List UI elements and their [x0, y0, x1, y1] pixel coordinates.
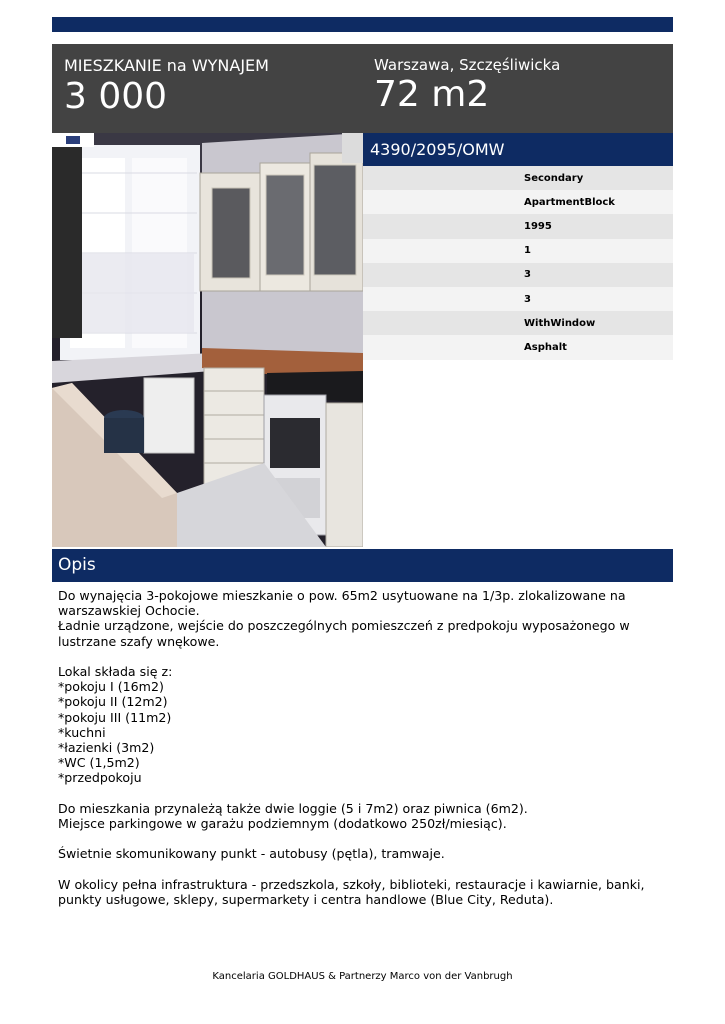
attribute-row: 3	[363, 287, 673, 311]
description-line: Do wynajęcia 3-pokojowe mieszkanie o pow. 65m2 usytuowane na 1/3p. zlokalizowane na warszawskiej Ochocie.	[58, 588, 626, 619]
description-line: Miejsce parkingowe w garażu podziemnym (dodatkowo 250zł/miesiąc).	[58, 816, 507, 832]
description-line: *pokoju I (16m2)	[58, 679, 164, 695]
description-line: Do mieszkania przynależą także dwie loggie (5 i 7m2) oraz piwnica (6m2).	[58, 800, 528, 816]
reference-number: 4390/2095/OMW	[363, 133, 673, 166]
listing-location: Warszawa, Szczęśliwicka	[374, 56, 561, 74]
attributes-table	[363, 166, 673, 360]
section-title: Opis	[52, 549, 673, 582]
description-line: Lokal składa się z:	[58, 664, 173, 679]
listing-price: 3 000	[64, 76, 168, 117]
header-right	[374, 56, 560, 116]
description-line: W okolicy pełna infrastruktura - przedszkola, szkoły, biblioteki, restauracje i kawiarnie, banki, punkty usługowe, sklepy, supermarkety i centra handlowe (Blue City, Reduta).	[58, 876, 645, 907]
description-line: Ładnie urządzone, wejście do poszczególnych pomieszczeń z predpokoju wyposażonego w lustrzane szafy wnękowe.	[58, 618, 630, 649]
attribute-row: ApartmentBlock	[363, 190, 673, 214]
listing-type: MIESZKANIE na WYNAJEM	[64, 56, 269, 75]
attribute-row: WithWindow	[363, 311, 673, 335]
description-gap	[58, 786, 658, 801]
top-accent-bar	[52, 17, 673, 32]
description	[58, 588, 658, 907]
description-line: *WC (1,5m2)	[58, 755, 140, 771]
listing-area: 72 m2	[374, 74, 490, 115]
description-line: *kuchni	[58, 724, 106, 740]
attribute-row: Secondary	[363, 166, 673, 190]
footer-agency: Kancelaria GOLDHAUS & Partnerzy Marco von der Vanbrugh	[212, 971, 513, 982]
description-line: *pokoju III (11m2)	[58, 709, 172, 725]
header-left	[64, 56, 269, 118]
description-line: *łazienki (3m2)	[58, 740, 155, 756]
attribute-row: Asphalt	[363, 335, 673, 359]
description-gap	[58, 649, 658, 664]
description-gap	[58, 862, 658, 877]
listing-header	[52, 44, 673, 133]
description-line: *pokoju II (12m2)	[58, 694, 168, 710]
description-line: *przedpokoju	[58, 770, 142, 786]
description-gap	[58, 831, 658, 846]
attribute-row: 1995	[363, 214, 673, 238]
attribute-row: 1	[363, 239, 673, 263]
attribute-row: 3	[363, 263, 673, 287]
listing-photo	[52, 133, 363, 547]
description-line: Świetnie skomunikowany punkt - autobusy (pętla), tramwaje.	[58, 846, 445, 862]
